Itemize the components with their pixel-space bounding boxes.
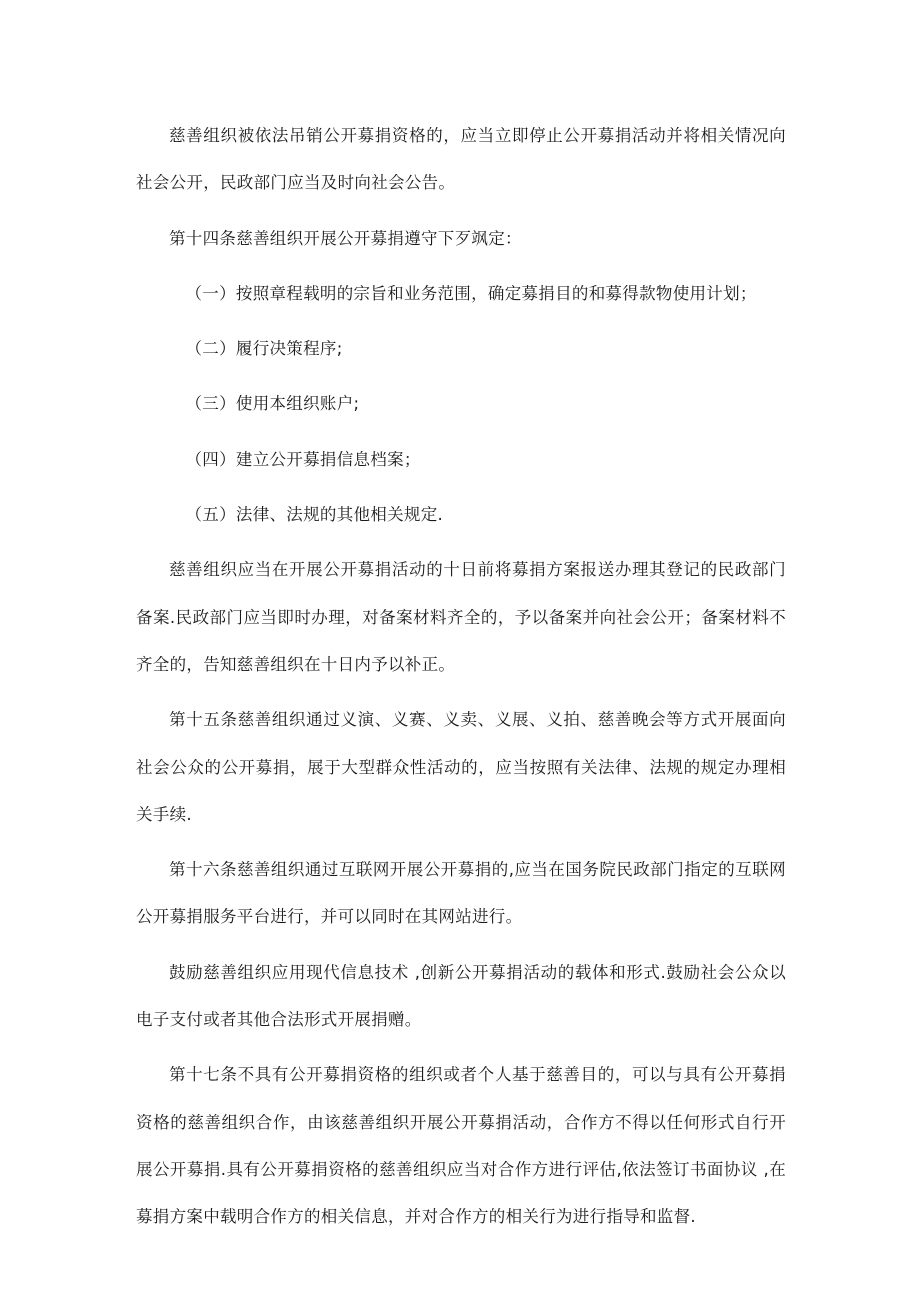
list-item-3: （三）使用本组织账户;: [185, 394, 360, 414]
paragraph-article-14: 第十四条慈善组织开展公开募捐遵守下歹飒定：: [169, 228, 522, 248]
paragraph-revocation: 慈善组织被依法吊销公开募捐资格的，应当立即停止公开募捐活动并将相关情况向社会公开，民政部门应当及时向社会公告。: [136, 126, 786, 193]
list-item-5: （五）法律、法规的其他相关规定.: [185, 505, 444, 525]
list-item-1: （一）按照章程载明的宗旨和业务范围，确定募捐目的和募得款物使用计划；: [185, 283, 757, 303]
list-item-4: （四）建立公开募捐信息档案；: [185, 449, 421, 469]
paragraph-filing: 慈善组织应当在开展公开募捐活动的十日前将募捐方案报送办理其登记的民政部门备案.民政部门应当即时办理，对备案材料齐全的，予以备案并向社会公开；备案材料不齐全的，告知慈善组织在十日内予以补正。: [136, 560, 786, 674]
paragraph-article-15: 第十五条慈善组织通过义演、义赛、义卖、义展、义拍、慈善晚会等方式开展面向社会公众的公开募捐，展于大型群众性活动的，应当按照有关法律、法规的规定办理相关手续.: [136, 710, 786, 824]
document-body: [136, 112, 786, 1241]
paragraph-article-16: 第十六条慈善组织通过互联网开展公开募捐的,应当在国务院民政部门指定的互联网公开募捐服务平台进行，并可以同时在其网站进行。: [136, 860, 786, 927]
list-item-2: （二）履行决策程序;: [185, 339, 343, 359]
paragraph-article-17: 第十七条不具有公开募捐资格的组织或者个人基于慈善目的，可以与具有公开募捐资格的慈善组织合作，由该慈善组织开展公开募捐活动，合作方不得以任何形式自行开展公开募捐.具有公开募捐资格的慈善组织应当对合作方进行评估,依法签订书面协议 ,在募捐方案中载明合作方的相关信息，并对合作方的相关行为进行指导和监督.: [136, 1065, 786, 1227]
paragraph-encouragement: 鼓励慈善组织应用现代信息技术 ,创新公开募捐活动的载体和形式.鼓励社会公众以电子支付或者其他合法形式开展捐赠。: [136, 962, 786, 1030]
